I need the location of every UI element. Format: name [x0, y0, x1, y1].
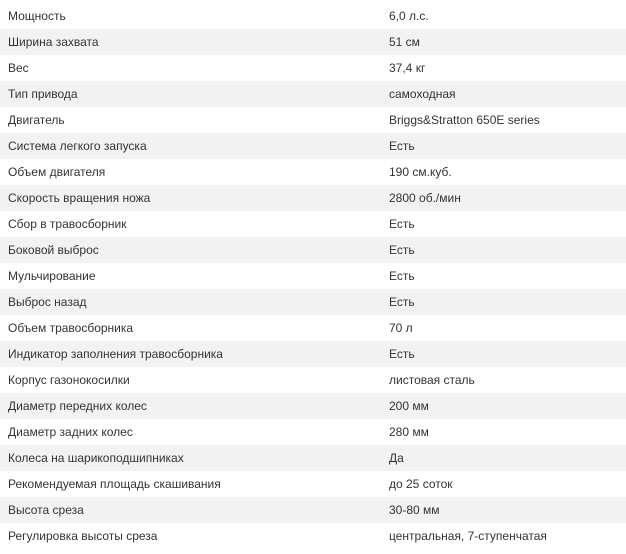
spec-value: 200 мм — [381, 393, 626, 419]
spec-row-height-adjustment — [0, 523, 626, 549]
spec-row-engine-volume — [0, 159, 626, 185]
specifications-table — [0, 3, 626, 549]
spec-value: 70 л — [389, 321, 413, 335]
spec-value: 30-80 мм — [381, 497, 626, 523]
spec-value: 6,0 л.с. — [389, 9, 429, 23]
spec-value: Есть — [381, 133, 626, 159]
spec-row-deck — [0, 367, 626, 393]
spec-value: Briggs&Stratton 650E series — [389, 113, 540, 127]
spec-name: Объем двигателя — [8, 165, 106, 179]
spec-name: Боковой выброс — [0, 237, 381, 263]
spec-row-blade-speed — [0, 185, 626, 211]
spec-name: Корпус газонокосилки — [8, 373, 130, 387]
spec-name: Высота среза — [0, 497, 381, 523]
spec-row-engine — [0, 107, 626, 133]
spec-value: центральная, 7-ступенчатая — [389, 529, 547, 543]
spec-name: Ширина захвата — [0, 29, 381, 55]
spec-row-cutting-height — [0, 497, 626, 523]
spec-row-easy-start — [0, 133, 626, 159]
spec-value: 2800 об./мин — [381, 185, 626, 211]
spec-row-mulching — [0, 263, 626, 289]
spec-name: Диаметр задних колес — [8, 425, 133, 439]
spec-row-drive-type — [0, 81, 626, 107]
spec-value: Есть — [381, 237, 626, 263]
spec-row-front-wheels — [0, 393, 626, 419]
spec-value: Да — [381, 445, 626, 471]
spec-row-power — [0, 3, 626, 29]
spec-row-rear-wheels — [0, 419, 626, 445]
spec-value: до 25 соток — [389, 477, 453, 491]
spec-name: Мульчирование — [8, 269, 96, 283]
spec-row-side-discharge — [0, 237, 626, 263]
spec-name: Тип привода — [0, 81, 381, 107]
spec-value: 51 см — [381, 29, 626, 55]
spec-row-ball-bearings — [0, 445, 626, 471]
spec-row-catcher-volume — [0, 315, 626, 341]
spec-value: листовая сталь — [389, 373, 475, 387]
spec-name: Система легкого запуска — [0, 133, 381, 159]
spec-value: 190 см.куб. — [389, 165, 452, 179]
spec-row-grass-collection — [0, 211, 626, 237]
spec-row-weight — [0, 55, 626, 81]
spec-name: Сбор в травосборник — [8, 217, 127, 231]
spec-row-fill-indicator — [0, 341, 626, 367]
spec-value: Есть — [381, 289, 626, 315]
spec-value: Есть — [381, 341, 626, 367]
spec-name: Индикатор заполнения травосборника — [0, 341, 381, 367]
spec-value: 280 мм — [389, 425, 429, 439]
specifications-body — [0, 3, 626, 549]
spec-name: Диаметр передних колес — [0, 393, 381, 419]
spec-row-recommended-area — [0, 471, 626, 497]
spec-name: Регулировка высоты среза — [8, 529, 158, 543]
spec-name: Рекомендуемая площадь скашивания — [8, 477, 221, 491]
spec-value: самоходная — [381, 81, 626, 107]
spec-row-rear-discharge — [0, 289, 626, 315]
spec-name: Колеса на шарикоподшипниках — [0, 445, 381, 471]
spec-name: Объем травосборника — [8, 321, 134, 335]
spec-name: Скорость вращения ножа — [0, 185, 381, 211]
spec-row-cutting-width — [0, 29, 626, 55]
spec-name: Двигатель — [8, 113, 65, 127]
spec-value: Есть — [389, 217, 415, 231]
spec-value: 37,4 кг — [389, 61, 426, 75]
spec-name: Вес — [8, 61, 29, 75]
spec-name: Выброс назад — [0, 289, 381, 315]
spec-value: Есть — [389, 269, 415, 283]
spec-name: Мощность — [8, 9, 66, 23]
